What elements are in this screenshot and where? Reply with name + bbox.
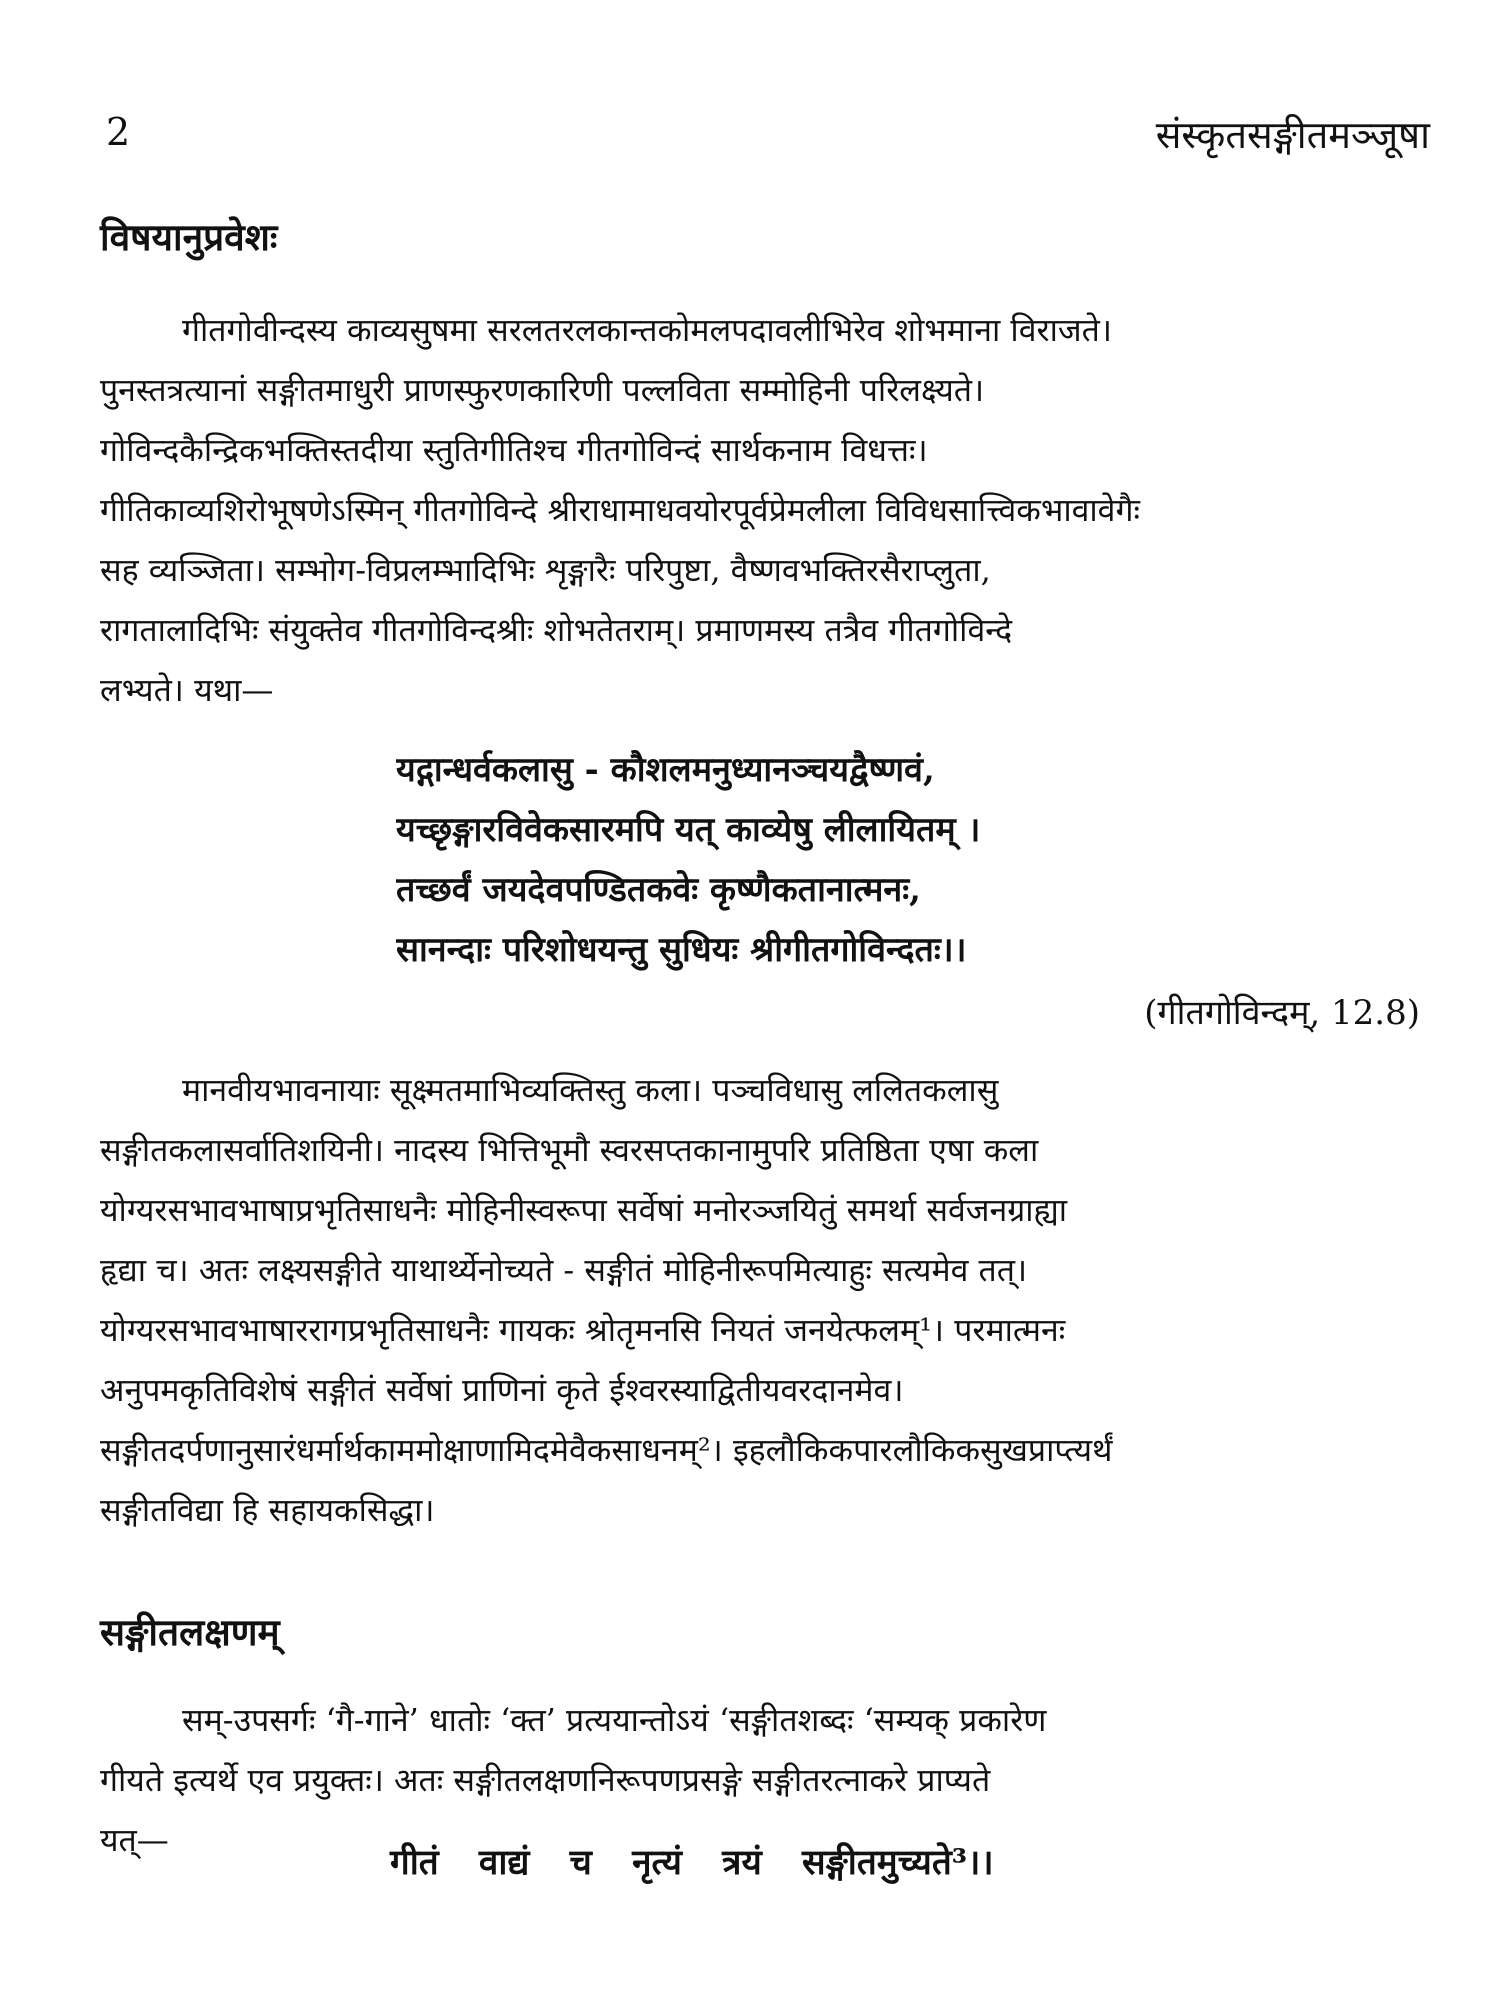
text-line: सङ्गीतदर्पणानुसारंधर्मार्थकाममोक्षाणामिदमेवैकसाधनम्²। इहलौकिकपारलौकिकसुखप्राप्त्यर्थं [100,1431,1113,1469]
paragraph-definition [100,1690,1430,1750]
text-line: योग्यरसभावभाषाररागप्रभृतिसाधनैः गायकः श्रोतृमनसि नियतं जनयेत्फलम्¹। परमात्मनः [100,1311,1066,1349]
text-line: सङ्गीतविद्या हि सहायकसिद्धा। [100,1491,435,1529]
text-line: सह व्यञ्जिता। सम्भोग-विप्रलम्भादिभिः शृङ्गारैः परिपुष्टा, वैष्णवभक्तिरसैराप्लुता, [100,551,991,589]
verse-line: सानन्दाः परिशोधयन्तु सुधियः श्रीगीतगोविन्दतः।। [396,930,967,970]
verse-gitagovinda [396,740,1436,980]
text-line: गीयते इत्यर्थे एव प्रयुक्तः। अतः सङ्गीतलक्षणनिरूपणप्रसङ्गे सङ्गीतरत्नाकरे प्राप्यते [100,1761,991,1799]
verse-line: यद्गान्धर्वकलासु - कौशलमनुध्यानञ्चयद्वैष्णवं, [396,750,935,790]
paragraph-intro [100,300,1430,360]
text-line: गीतगोवीन्दस्य काव्यसुषमा सरलतरलकान्तकोमलपदावलीभिरेव शोभमाना विराजते। [182,311,1113,349]
text-line: योग्यरसभावभाषाप्रभृतिसाधनैः मोहिनीस्वरूपा सर्वेषां मनोरञ्जयितुं समर्था सर्वजनग्राह्या [100,1191,1068,1229]
paragraph-art [100,1060,1430,1120]
text-line: हृद्या च। अतः लक्ष्यसङ्गीते याथार्थ्येनोच्यते - सङ्गीतं मोहिनीरूपमित्याहुः सत्यमेव तत्। [100,1251,1028,1289]
text-line: मानवीयभावनायाः सूक्ष्मतमाभिव्यक्तिस्तु कला। पञ्चविधासु ललितकलासु [182,1071,999,1109]
verse-line: तच्छर्वं जयदेवपण्डितकवेः कृष्णैकतानात्मनः, [396,870,922,910]
text-line: सम्-उपसर्गः ‘गै-गाने’ धातोः ‘क्त’ प्रत्ययान्तोऽयं ‘सङ्गीतशब्दः ‘सम्यक् प्रकारेण [182,1701,1047,1739]
text-line: रागतालादिभिः संयुक्तेव गीतगोविन्दश्रीः शोभतेतराम्। प्रमाणमस्य तत्रैव गीतगोविन्दे [100,611,1013,649]
text-line: यत्— [100,1821,169,1859]
running-header-title: संस्कृतसङ्गीतमञ्जूषा [1155,113,1430,157]
text-line: गीतिकाव्यशिरोभूषणेऽस्मिन् गीतगोविन्दे श्रीराधामाधवयोरपूर्वप्रेमलीला विविधसात्त्विकभावावेगैः [100,491,1140,529]
section-heading-introduction: विषयानुप्रवेशः [100,215,278,259]
text-line: अनुपमकृतिविशेषं सङ्गीतं सर्वेषां प्राणिनां कृते ईश्वरस्याद्वितीयवरदानमेव। [100,1371,904,1409]
paragraph-art-continued [100,1120,1430,1540]
text-line: पुनस्तत्रत्यानां सङ्गीतमाधुरी प्राणस्फुरणकारिणी पल्लविता सम्मोहिनी परिलक्ष्यते। [100,371,985,409]
paragraph-intro-continued [100,360,1430,720]
section-heading-definition: सङ्गीतलक्षणम् [100,1610,280,1654]
verse-line: यच्छृङ्गारविवेकसारमपि यत् काव्येषु लीलायितम् । [396,810,981,850]
verse-citation: (गीतगोविन्दम्, 12.8) [1144,993,1420,1033]
page-number: 2 [106,110,131,154]
text-line: लभ्यते। यथा— [100,671,274,709]
text-line: गोविन्दकैन्द्रिकभक्तिस्तदीया स्तुतिगीतिश्च गीतगोविन्दं सार्थकनाम विधत्तः। [100,431,928,469]
text-line: सङ्गीतकलासर्वातिशयिनी। नादस्य भित्तिभूमौ स्वरसप्तकानामुपरि प्रतिष्ठिता एषा कला [100,1131,1039,1169]
verse-sangita-definition: गीतं वाद्यं च नृत्यं त्रयं सङ्गीतमुच्यते³।। [390,1842,994,1883]
